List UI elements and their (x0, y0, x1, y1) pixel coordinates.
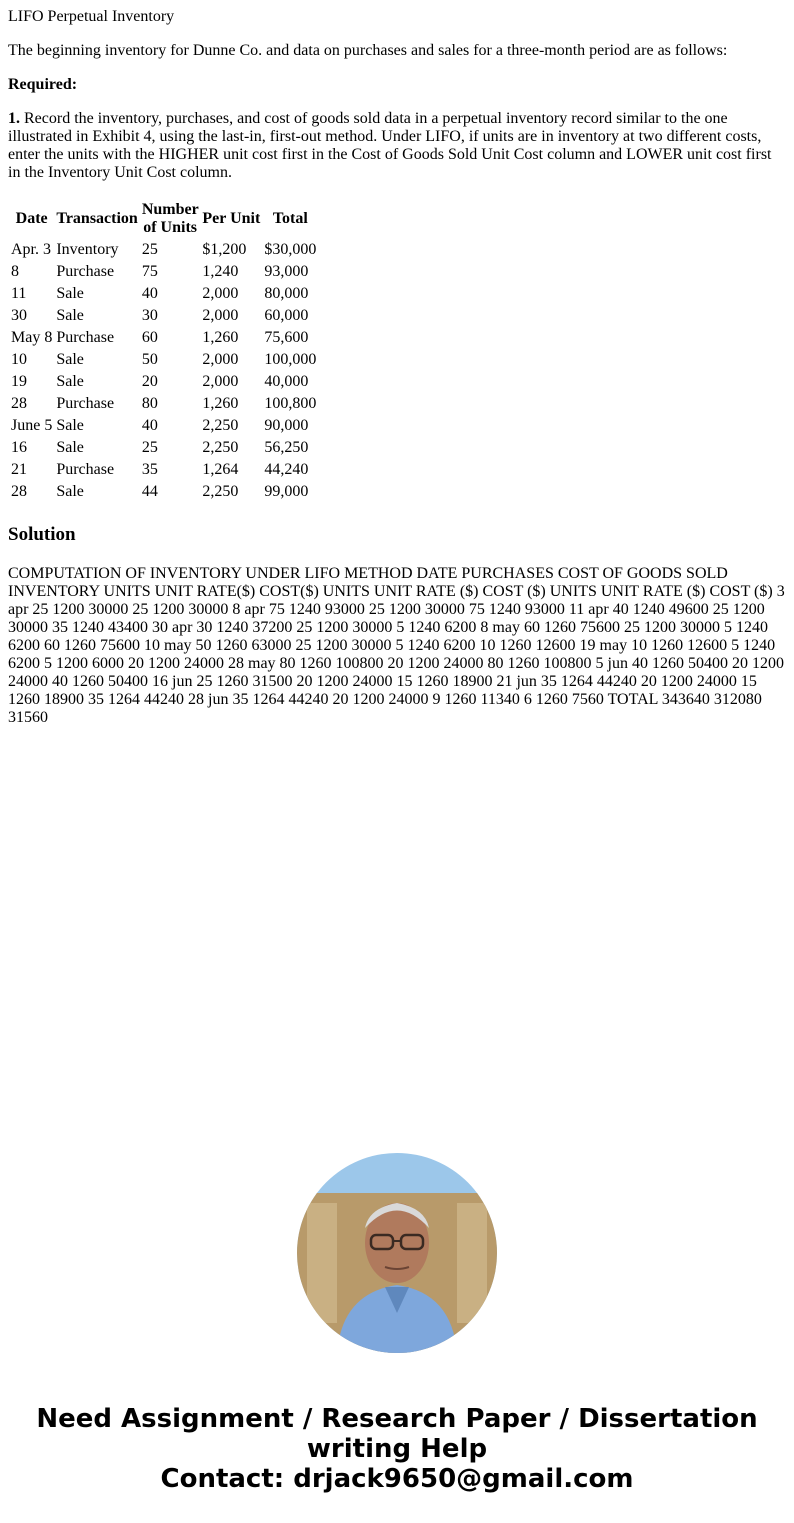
cell-date: 10 (11, 351, 27, 368)
cell-units: 40 (141, 417, 158, 434)
intro-text: The beginning inventory for Dunne Co. and data on purchases and sales for a three-month period are as follows: (8, 42, 728, 59)
cell-per-unit: 1,240 (202, 263, 239, 280)
cell-per-unit: 2,000 (202, 351, 239, 368)
header-per-unit: Per Unit (202, 210, 261, 227)
table-row (10, 460, 317, 480)
question-text: 1. Record the inventory, purchases, and cost of goods sold data in a perpetual inventory record similar to the one illustrated in Exhibit 4, using the last-in, first-out method. Under LIFO, if units are in inventory at two different costs, enter the units with the HIGHER unit cost first in the Cost of Goods Sold Unit Cost column and LOWER unit cost first in the Inventory Unit Cost column. (8, 110, 772, 181)
header-date: Date (15, 210, 48, 227)
cell-total: 40,000 (264, 373, 309, 390)
table-row (10, 438, 317, 458)
cell-total: 99,000 (264, 483, 309, 500)
cell-per-unit: 1,264 (202, 461, 239, 478)
help-banner (0, 1404, 794, 1494)
cell-total: $30,000 (264, 241, 317, 258)
cell-transaction: Sale (56, 439, 84, 456)
cell-units: 75 (141, 263, 158, 280)
cell-transaction: Purchase (56, 263, 115, 280)
table-row (10, 306, 317, 326)
page-title: LIFO Perpetual Inventory (8, 8, 175, 25)
cell-transaction: Inventory (56, 241, 119, 258)
cell-total: 90,000 (264, 417, 309, 434)
header-transaction: Transaction (56, 210, 138, 227)
cell-date: 21 (11, 461, 27, 478)
cell-total: 56,250 (264, 439, 309, 456)
help-banner-contact: Contact: drjack9650@gmail.com (160, 1464, 634, 1494)
table-row (10, 394, 317, 414)
cell-date: 8 (11, 263, 19, 280)
table-row (10, 350, 317, 370)
cell-date: June 5 (11, 417, 53, 434)
cell-per-unit: 1,260 (202, 395, 239, 412)
cell-date: Apr. 3 (11, 241, 51, 258)
cell-per-unit: $1,200 (202, 241, 247, 258)
cell-total: 80,000 (264, 285, 309, 302)
cell-units: 30 (141, 307, 158, 324)
cell-transaction: Sale (56, 483, 84, 500)
cell-transaction: Sale (56, 307, 84, 324)
cell-units: 50 (141, 351, 158, 368)
cell-transaction: Purchase (56, 461, 115, 478)
cell-units: 80 (141, 395, 158, 412)
table-row (10, 262, 317, 282)
cell-total: 60,000 (264, 307, 309, 324)
cell-total: 44,240 (264, 461, 309, 478)
cell-transaction: Sale (56, 285, 84, 302)
table-row (10, 416, 317, 436)
cell-per-unit: 2,000 (202, 307, 239, 324)
header-total: Total (272, 210, 308, 227)
cell-date: 16 (11, 439, 27, 456)
cell-units: 60 (141, 329, 158, 346)
author-photo (297, 1153, 497, 1353)
cell-per-unit: 2,000 (202, 373, 239, 390)
cell-date: 11 (11, 285, 27, 302)
cell-total: 100,800 (264, 395, 317, 412)
cell-total: 75,600 (264, 329, 309, 346)
help-banner-line1: Need Assignment / Research Paper / Dissertation writing Help (36, 1404, 758, 1464)
required-label: Required: (8, 76, 78, 93)
cell-date: 19 (11, 373, 27, 390)
cell-per-unit: 1,260 (202, 329, 239, 346)
cell-transaction: Purchase (56, 395, 115, 412)
cell-per-unit: 2,000 (202, 285, 239, 302)
cell-per-unit: 2,250 (202, 417, 239, 434)
cell-transaction: Sale (56, 373, 84, 390)
cell-units: 25 (141, 241, 158, 258)
cell-per-unit: 2,250 (202, 483, 239, 500)
cell-transaction: Purchase (56, 329, 115, 346)
inventory-table (8, 198, 319, 504)
solution-text: COMPUTATION OF INVENTORY UNDER LIFO METHOD DATE PURCHASES COST OF GOODS SOLD INVENTORY UNITS UNIT RATE($) COST($) UNITS UNIT RATE ($) COST ($) UNITS UNIT RATE ($) COST ($) 3 apr 25 1200 30000 25 1200 30000 8 apr 75 1240 93000 25 1200 30000 75 1240 93000 11 apr 40 1240 49600 25 1200 30000 35 1240 43400 30 apr 30 1240 37200 25 1200 30000 5 1240 6200 8 may 60 1260 75600 25 1200 30000 5 1240 6200 60 1260 75600 10 may 50 1260 63000 25 1200 30000 5 1240 6200 10 1260 12600 19 may 10 1260 12600 5 1240 6200 5 1200 6000 20 1200 24000 28 may 80 1260 100800 20 1200 24000 80 1260 100800 5 jun 40 1260 50400 20 1200 24000 40 1260 50400 16 jun 25 1260 31500 20 1200 24000 15 1260 18900 21 jun 35 1264 44240 20 1200 24000 15 1260 18900 35 1264 44240 28 jun 35 1264 44240 20 1200 24000 9 1260 11340 6 1260 7560 TOTAL 343640 312080 31560 (8, 565, 785, 726)
person-portrait-icon (297, 1153, 497, 1353)
cell-units: 25 (141, 439, 158, 456)
table-header-row (10, 200, 317, 238)
table-row (10, 328, 317, 348)
question-number: 1. (8, 110, 20, 127)
header-number-of-units: Number of Units (141, 201, 199, 236)
cell-units: 35 (141, 461, 158, 478)
table-row (10, 284, 317, 304)
cell-transaction: Sale (56, 417, 84, 434)
table-body (10, 240, 317, 502)
table-row (10, 482, 317, 502)
solution-heading: Solution (8, 524, 76, 545)
cell-total: 93,000 (264, 263, 309, 280)
cell-units: 44 (141, 483, 158, 500)
cell-total: 100,000 (264, 351, 317, 368)
cell-date: 30 (11, 307, 27, 324)
cell-date: 28 (11, 483, 27, 500)
cell-per-unit: 2,250 (202, 439, 239, 456)
cell-units: 20 (141, 373, 158, 390)
cell-transaction: Sale (56, 351, 84, 368)
table-row (10, 240, 317, 260)
cell-date: May 8 (11, 329, 53, 346)
cell-units: 40 (141, 285, 158, 302)
table-row (10, 372, 317, 392)
page-content (8, 0, 786, 727)
cell-date: 28 (11, 395, 27, 412)
